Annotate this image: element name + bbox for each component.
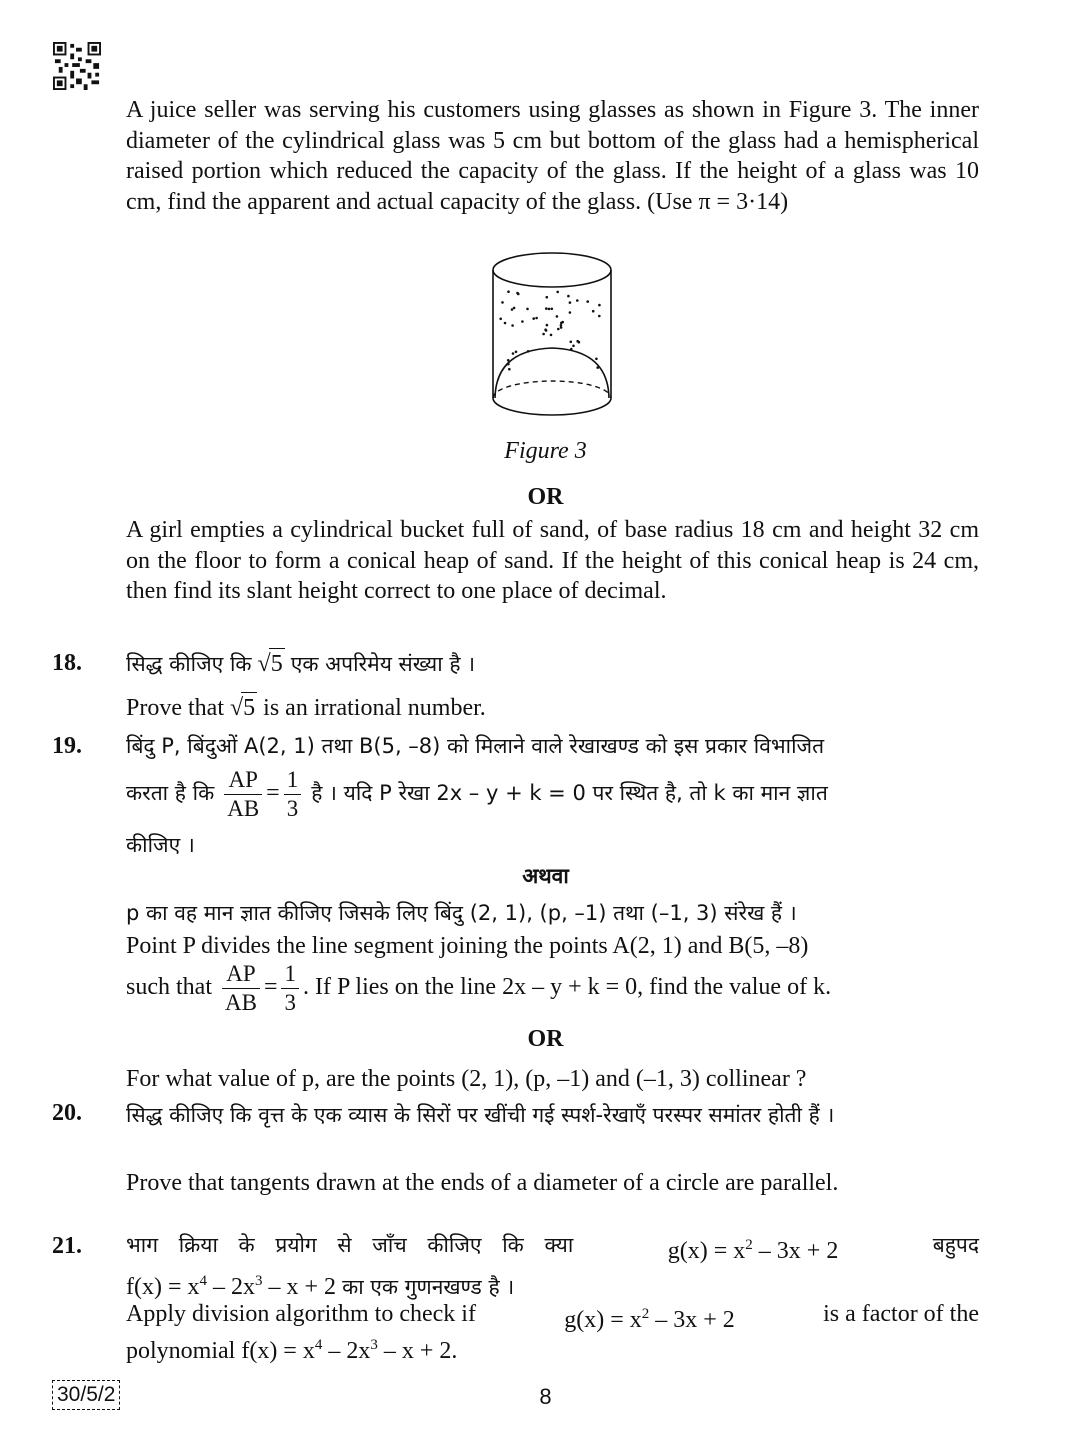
- sand-dot: [598, 315, 601, 318]
- or-label-2: OR: [527, 1026, 564, 1052]
- sand-dot: [499, 318, 502, 321]
- sand-dot: [596, 366, 599, 369]
- sand-dot: [511, 308, 514, 311]
- q19-hindi-line2: करता है कि $\frac{AP}{AB}$ = $\frac{1}{3}$ है । यदि P रेखा 2x – y + k = 0 पर स्थित है, तो k का मान ज्ञात: [126, 767, 828, 821]
- q17-text: A juice seller was serving his customers using glasses as shown in Figure 3. The inner diameter of the cylindrical glass was 5 cm but bottom of the glass had a hemispherical raised portion which reduced the capacity of the glass. If the height of a glass was 10 cm, find the apparent and actual capacity of the glass. (Use π = 3·14): [126, 97, 979, 215]
- q21-english-line2: polynomial $f(x) = x^4 - 2x^3 - x + 2$.: [126, 1337, 458, 1364]
- sand-dot: [527, 350, 530, 353]
- sand-dot: [569, 301, 572, 304]
- sand-dot: [511, 324, 514, 327]
- or-label: OR: [527, 484, 564, 510]
- sand-dot: [507, 359, 510, 362]
- sand-dot: [521, 320, 524, 323]
- sand-dot: [556, 315, 559, 318]
- sand-dot: [548, 308, 551, 311]
- sand-dot: [556, 291, 559, 294]
- sand-dot: [532, 317, 535, 320]
- figure-3-cylinder-glass: [486, 250, 618, 430]
- question-number-19: 19.: [52, 733, 82, 759]
- q19-english-or-text: For what value of p, are the points (2, 1), (p, –1) and (–1, 3) collinear ?: [126, 1066, 807, 1092]
- sand-dot: [513, 307, 516, 310]
- hindi-or-label: अथवा: [522, 864, 569, 888]
- sand-dot: [557, 328, 560, 331]
- sand-dot: [567, 295, 570, 298]
- sand-dot: [535, 317, 538, 320]
- q20-english: Prove that tangents drawn at the ends of a diameter of a circle are parallel.: [126, 1170, 839, 1196]
- sand-dot: [507, 363, 510, 366]
- sand-dot: [576, 340, 579, 343]
- question-number-20: 20.: [52, 1100, 82, 1126]
- page-number: 8: [539, 1384, 552, 1409]
- qr-code: [52, 42, 102, 90]
- q17-or-text: A girl empties a cylindrical bucket full of sand, of base radius 18 cm and height 32 cm on the floor to form a conical heap of sand. If the height of this conical heap is 24 cm, then find its slant height correct to one place of decimal.: [126, 517, 979, 604]
- sand-dot: [546, 296, 549, 299]
- sand-dot: [595, 358, 598, 361]
- paper-code: 30/5/2: [52, 1380, 120, 1410]
- sand-dot: [576, 299, 579, 302]
- sand-dot: [544, 328, 547, 331]
- sand-dot: [572, 345, 575, 348]
- sand-dot: [512, 352, 515, 355]
- sand-dot: [546, 324, 549, 327]
- sand-dot: [545, 307, 548, 310]
- sand-dot: [551, 308, 554, 311]
- sand-dot: [560, 326, 563, 329]
- question-number-18: 18.: [52, 650, 82, 676]
- sand-dot: [508, 368, 511, 371]
- sand-dot: [504, 322, 507, 325]
- fraction-ap-ab: $\frac{AP}{AB}$: [224, 766, 262, 823]
- figure-caption: Figure 3: [504, 438, 587, 464]
- sand-dot: [586, 300, 589, 303]
- sand-dot: [570, 348, 573, 351]
- sand-dot: [507, 290, 510, 293]
- fraction-one-third: $\frac{1}{3}$: [284, 766, 302, 823]
- q21-english-line1: Apply division algorithm to check if $g(x) = x^2 - 3x + 2$ is a factor of the: [126, 1301, 979, 1333]
- sand-dot: [570, 341, 573, 344]
- q19-english-line1: Point P divides the line segment joining the points A(2, 1) and B(5, –8): [126, 933, 809, 959]
- sand-dot: [516, 292, 519, 295]
- q18-hindi: सिद्ध कीजिए कि √5 एक अपरिमेय संख्या है ।: [126, 648, 979, 680]
- q18-english: Prove that √5 is an irrational number.: [126, 692, 979, 724]
- sand-dot: [569, 311, 572, 314]
- q21-hindi-line2: $f(x) = x^4 - 2x^3 - x + 2$ का एक गुणनखण्ड है ।: [126, 1273, 515, 1300]
- sand-dot: [542, 333, 545, 336]
- sand-dot: [515, 351, 518, 354]
- sand-dot: [561, 321, 564, 324]
- sand-dot: [501, 301, 504, 304]
- q19-hindi-line1: बिंदु P, बिंदुओं A(2, 1) तथा B(5, –8) को मिलाने वाले रेखाखण्ड को इस प्रकार विभाजित: [126, 734, 825, 758]
- sand-dot: [560, 324, 563, 327]
- q19-english-line2: such that $\frac{AP}{AB}$ = $\frac{1}{3}$ . If P lies on the line 2x – y + k = 0, find the value of k.: [126, 961, 832, 1015]
- sand-dot: [550, 334, 553, 337]
- q19-hindi-line3: कीजिए ।: [126, 833, 195, 857]
- q20-hindi: सिद्ध कीजिए कि वृत्त के एक व्यास के सिरों पर खींची गई स्पर्श-रेखाएँ परस्पर समांतर होती हैं ।: [126, 1103, 835, 1127]
- sand-dot: [598, 304, 601, 307]
- q21-hindi-line1: भाग क्रिया के प्रयोग से जाँच कीजिए कि क्या $g(x) = x^2 - 3x + 2$ बहुपद: [126, 1233, 979, 1264]
- sand-dot: [592, 310, 595, 313]
- q19-hindi-or-text: p का वह मान ज्ञात कीजिए जिसके लिए बिंदु (2, 1), (p, –1) तथा (–1, 3) संरेख हैं ।: [126, 901, 797, 925]
- question-number-21: 21.: [52, 1233, 82, 1259]
- sand-dot: [526, 308, 529, 311]
